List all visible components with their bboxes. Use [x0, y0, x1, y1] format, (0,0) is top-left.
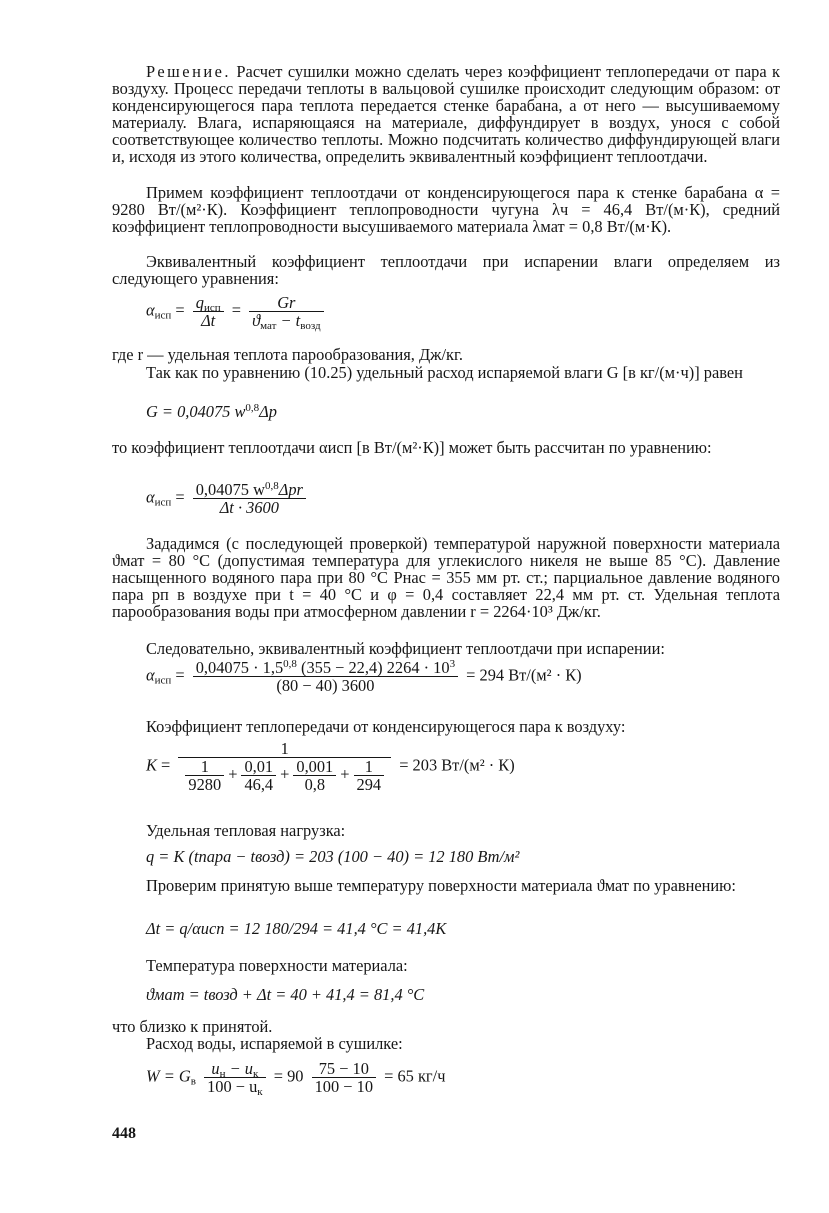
equation-K: K = 1 $\frac{1}{9280}$ + $\frac{0,01}{46,4}$ + $\frac{0,001}{0,8}$ + $\frac{1}{294}$ = 203 Вт/(м² · К): [146, 739, 515, 794]
coefficient-calculation-paragraph: то коэффициент теплоотдачи αисп [в Вт/(м²·К)] может быть рассчитан по уравнению:: [112, 438, 712, 457]
equation-alpha-formula: $\alpha_{исп}$ = $\frac{0,04075 w^{0,8}\Delta pr}{\Delta t \cdot 3600}$: [146, 481, 310, 516]
equation-q: q = K (tпара − tвозд) = 203 (100 − 40) = 12 180 Вт/м²: [146, 847, 520, 866]
heat-load-paragraph: Удельная тепловая нагрузка:: [146, 821, 346, 840]
paragraph-text: Примем коэффициент теплоотдачи от конденсирующегося пара к стенке барабана α = 9280 Вт/(м²·К). Коэффициент теплопроводности чугуна λч = 46,4 Вт/(м·К), средний коэффициент теплопроводности высушиваемого материала λмат = 0,8 Вт/(м·К).: [112, 183, 780, 236]
paragraph-text: Эквивалентный коэффициент теплоотдачи при испарении влаги определяем из следующего уравнения:: [112, 252, 780, 288]
coefficients-paragraph: [112, 184, 780, 235]
check-paragraph: Проверим принятую выше температуру поверхности материала ϑмат по уравнению:: [146, 876, 736, 895]
assumption-paragraph: Зададимся (с последующей проверкой) температурой наружной поверхности материала ϑмат = 80 °С (допустимая температура для углекислого никеля не выше 85 °С). Давление насыщенного водяного пара при 80 °С Pнас = 355 мм рт. ст.; парциальное давление водяного пара pп в воздухе при t = 40 °С и φ = 0,4 составляет 22,4 мм рт. ст. Удельная теплота парообразования воды при атмосферном давлении r = 2264·10³ Дж/кг.: [112, 534, 780, 621]
equation-W: $W = G_в$ $\frac{u_н - u_к}{100 - u_к}$ = 90 $\frac{75 - 10}{100 - 10}$ = 65 кг/ч: [146, 1059, 446, 1098]
equation-theta: ϑмат = tвозд + Δt = 40 + 41,4 = 81,4 °С: [146, 985, 425, 1004]
equation-G: G = 0,04075 $w^{0,8}\Delta p$: [146, 402, 277, 421]
page-number: 448: [112, 1125, 136, 1142]
evaporation-rate-paragraph: Так как по уравнению (10.25) удельный расход испаряемой влаги G [в кг/(м·ч)] равен: [146, 363, 743, 382]
equivalent-coefficient-paragraph: [112, 253, 780, 287]
water-consumption-paragraph: Расход воды, испаряемой в сушилке:: [146, 1034, 403, 1053]
consequence-paragraph: Следовательно, эквивалентный коэффициент теплоотдачи при испарении:: [146, 639, 665, 658]
heat-transfer-paragraph: Коэффициент теплопередачи от конденсирующегося пара к воздуху:: [146, 717, 626, 736]
surface-temperature-paragraph: Температура поверхности материала:: [146, 956, 408, 975]
equation-alpha-value: $\alpha_{исп}$ = $\frac{0,04075 \cdot 1,5^{0,8} (355 - 22,4) 2264 \cdot 10^3}{(80 - 40) 3600}$ = 294 Вт/(м² · К): [146, 658, 582, 695]
paragraph-text: Расчет сушилки можно сделать через коэффициент теплопередачи от пара к воздуху. Процесс передачи теплоты в вальцовой сушилке происходит следующим образом: от конденсирующегося пара теплота передается стенке барабана, а от него — высушиваемому материалу. Влага, испаряющаяся на материале, диффундирует в воздух, унося с собой соответствующее количество теплоты. Можно подсчитать количество диффундирующей влаги и, исходя из этого количества, определить эквивалентный коэффициент теплоотдачи.: [112, 62, 780, 166]
solution-paragraph: [112, 63, 780, 165]
conclusion-paragraph: что близко к принятой.: [112, 1017, 273, 1036]
definition-paragraph: где r — удельная теплота парообразования, Дж/кг.: [112, 345, 463, 364]
equation-delta-t: Δt = q/αисп = 12 180/294 = 41,4 °С = 41,4К: [146, 919, 447, 938]
equation-alpha-evaporation: $\alpha_{исп}$ = $\frac{q_{исп}}{\Delta t}$ = $\frac{Gr}{ϑ_{мат} - t_{возд}}$: [146, 294, 328, 329]
solution-heading: Решение.: [146, 62, 231, 81]
